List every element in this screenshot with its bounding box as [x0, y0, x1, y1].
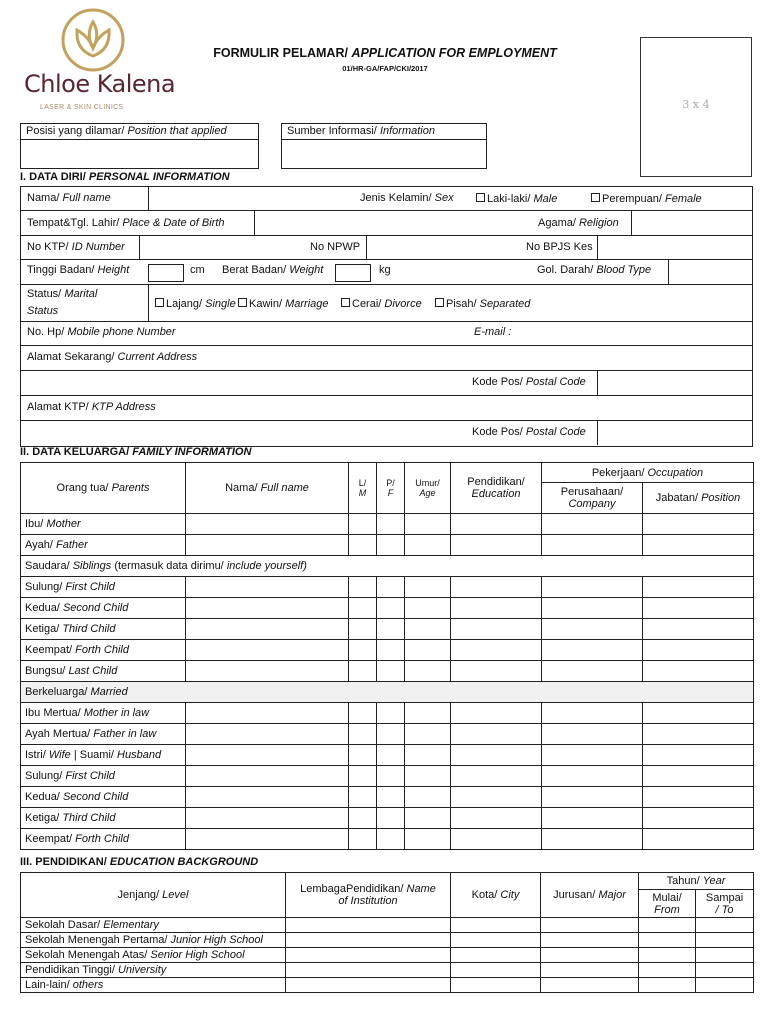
company-logo: [22, 8, 176, 120]
edu-level-label: Lain-lain/ others: [21, 978, 286, 993]
sex-label: Jenis Kelamin/ Sex: [360, 192, 454, 204]
table-row[interactable]: [21, 535, 754, 556]
height-label: Tinggi Badan/ Height: [27, 264, 130, 276]
photo-box[interactable]: [640, 37, 752, 177]
row-label-first-child: Sulung/ First Child: [21, 577, 186, 598]
table-row[interactable]: [21, 640, 754, 661]
lm-header: L/ M: [349, 463, 377, 514]
photo-size: 3 x 4: [682, 98, 710, 111]
checkbox-icon: [476, 193, 485, 202]
ktp-postal-code-label: Kode Pos/ Postal Code: [472, 426, 586, 438]
row-label-first-child: Sulung/ First Child: [21, 766, 186, 787]
row-label-second-child: Kedua/ Second Child: [21, 787, 186, 808]
weight-input[interactable]: [335, 264, 371, 282]
checkbox-icon: [591, 193, 600, 202]
name-label: Nama/ Full name: [27, 192, 111, 204]
ktp-address-label: Alamat KTP/ KTP Address: [27, 401, 156, 413]
age-header: Umur/ Age: [405, 463, 451, 514]
table-row[interactable]: [21, 598, 754, 619]
year-header: Tahun/ Year: [639, 873, 754, 890]
education-header: Pendidikan/ Education: [451, 463, 542, 514]
table-row[interactable]: [21, 766, 754, 787]
table-row[interactable]: [21, 808, 754, 829]
position-applied-field[interactable]: [20, 123, 259, 169]
row-label-third-child: Ketiga/ Third Child: [21, 808, 186, 829]
edu-level-label: Sekolah Dasar/ Elementary: [21, 918, 286, 933]
table-row[interactable]: [21, 948, 754, 963]
checkbox-icon: [435, 298, 444, 307]
institution-header: LembagaPendidikan/ Name of Institution: [286, 873, 451, 918]
edu-level-label: Sekolah Menengah Pertama/ Junior High School: [21, 933, 286, 948]
status-label-2: Status: [27, 305, 59, 317]
section-family-heading: II. DATA KELUARGA/ FAMILY INFORMATION: [20, 446, 252, 458]
occupation-header: Pekerjaan/ Occupation: [542, 463, 754, 483]
table-row[interactable]: [21, 787, 754, 808]
family-table: [20, 462, 754, 850]
pf-header: P/ F: [377, 463, 405, 514]
row-label-father-in-law: Ayah Mertua/ Father in law: [21, 724, 186, 745]
lotus-emblem-icon: [22, 8, 162, 72]
table-row[interactable]: [21, 724, 754, 745]
from-header: Mulai/ From: [639, 890, 696, 918]
table-row[interactable]: [21, 918, 754, 933]
table-row[interactable]: [21, 978, 754, 993]
information-source-label: Sumber Informasi/ Information: [282, 124, 486, 140]
row-label-fourth-child: Keempat/ Forth Child: [21, 829, 186, 850]
table-row[interactable]: [21, 829, 754, 850]
npwp-label: No NPWP: [310, 241, 361, 253]
parents-header: Orang tua/ Parents: [21, 463, 186, 514]
postal-code-label: Kode Pos/ Postal Code: [472, 376, 586, 388]
city-header: Kota/ City: [451, 873, 541, 918]
edu-level-label: Sekolah Menengah Atas/ Senior High School: [21, 948, 286, 963]
blood-label: Gol. Darah/ Blood Type: [537, 264, 652, 276]
row-label-last-child: Bungsu/ Last Child: [21, 661, 186, 682]
status-label: Status/ Marital: [27, 288, 98, 300]
row-label-third-child: Ketiga/ Third Child: [21, 619, 186, 640]
ktp-label: No KTP/ ID Number: [27, 241, 125, 253]
married-subheader: Berkeluarga/ Married: [21, 682, 754, 703]
phone-label: No. Hp/ Mobile phone Number: [27, 326, 176, 338]
major-header: Jurusan/ Major: [541, 873, 639, 918]
brand-tagline: LASER & SKIN CLINICS: [40, 104, 124, 111]
to-header: Sampai / To: [696, 890, 754, 918]
table-row[interactable]: [21, 661, 754, 682]
row-label-second-child: Kedua/ Second Child: [21, 598, 186, 619]
table-row[interactable]: [21, 514, 754, 535]
siblings-subheader: Saudara/ Siblings (termasuk data dirimu/ include yourself): [21, 556, 754, 577]
form-code: 01/HR-GA/FAP/CKI/2017: [342, 64, 428, 73]
table-row[interactable]: [21, 703, 754, 724]
form-title: FORMULIR PELAMAR/ APPLICATION FOR EMPLOYMENT: [213, 46, 557, 60]
bpjs-label: No BPJS Kes: [526, 241, 593, 253]
married-checkbox[interactable]: Kawin/ Marriage: [238, 298, 329, 310]
company-header: Perusahaan/ Company: [542, 483, 643, 514]
table-row[interactable]: [21, 933, 754, 948]
row-label-spouse: Istri/ Wife | Suami/ Husband: [21, 745, 186, 766]
table-row[interactable]: [21, 745, 754, 766]
row-label-mother-in-law: Ibu Mertua/ Mother in law: [21, 703, 186, 724]
kg-unit: kg: [379, 264, 391, 276]
cm-unit: cm: [190, 264, 205, 276]
female-checkbox[interactable]: Perempuan/ Female: [591, 193, 702, 205]
information-source-field[interactable]: [281, 123, 487, 169]
table-row[interactable]: [21, 577, 754, 598]
position-applied-label: Posisi yang dilamar/ Position that applied: [21, 124, 258, 140]
religion-label: Agama/ Religion: [538, 217, 619, 229]
height-input[interactable]: [148, 264, 184, 282]
edu-level-label: Pendidikan Tinggi/ University: [21, 963, 286, 978]
section-personal-heading: I. DATA DIRI/ PERSONAL INFORMATION: [20, 171, 230, 183]
brand-name: Chloe Kalena: [24, 70, 176, 98]
male-checkbox[interactable]: Laki-laki/ Male: [476, 193, 557, 205]
row-label-fourth-child: Keempat/ Forth Child: [21, 640, 186, 661]
table-row[interactable]: [21, 619, 754, 640]
row-label-mother: Ibu/ Mother: [21, 514, 186, 535]
job-position-header: Jabatan/ Position: [643, 483, 754, 514]
checkbox-icon: [155, 298, 164, 307]
section-education-heading: III. PENDIDIKAN/ EDUCATION BACKGROUND: [20, 856, 259, 868]
email-label: E-mail :: [474, 326, 512, 338]
separated-checkbox[interactable]: Pisah/ Separated: [435, 298, 530, 310]
divorce-checkbox[interactable]: Cerai/ Divorce: [341, 298, 422, 310]
birth-label: Tempat&Tgl. Lahir/ Place & Date of Birth: [27, 217, 225, 229]
education-table: [20, 872, 754, 993]
single-checkbox[interactable]: Lajang/ Single: [155, 298, 236, 310]
fullname-header: Nama/ Full name: [186, 463, 349, 514]
table-row[interactable]: [21, 963, 754, 978]
level-header: Jenjang/ Level: [21, 873, 286, 918]
checkbox-icon: [341, 298, 350, 307]
checkbox-icon: [238, 298, 247, 307]
weight-label: Berat Badan/ Weight: [222, 264, 324, 276]
row-label-father: Ayah/ Father: [21, 535, 186, 556]
current-address-label: Alamat Sekarang/ Current Address: [27, 351, 198, 363]
